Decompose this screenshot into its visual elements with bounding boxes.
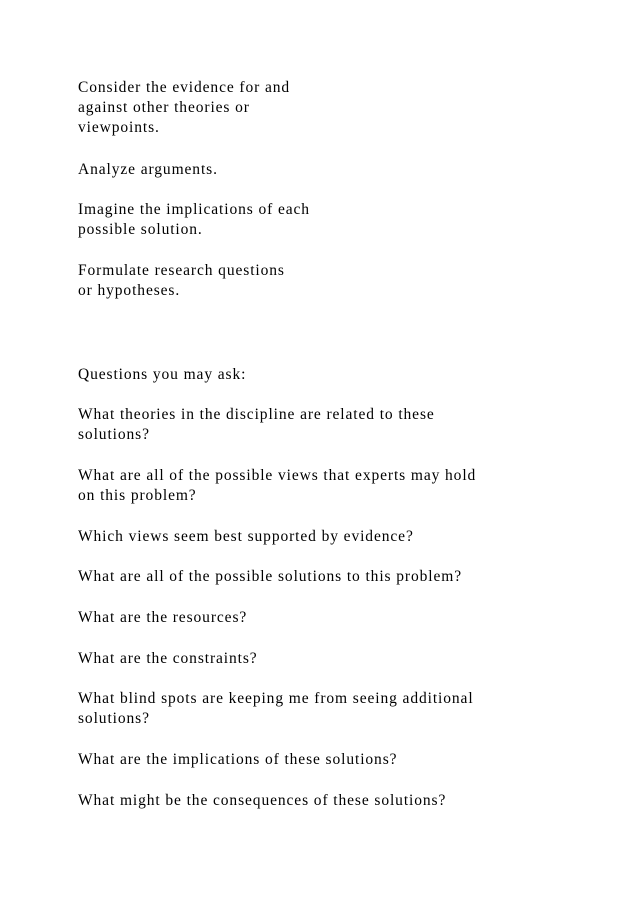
question-9-line-1: What might be the consequences of these solutions?	[78, 792, 447, 809]
step-2-line-1: Analyze arguments.	[78, 161, 218, 178]
step-1-line-1: Consider the evidence for and	[78, 79, 291, 96]
question-7-line-1: What blind spots are keeping me from seeing additional	[78, 690, 474, 707]
question-1-line-1: What theories in the discipline are related to these	[78, 406, 435, 423]
step-1-line-2: against other theories or	[78, 99, 250, 116]
step-3-line-1: Imagine the implications of each	[78, 201, 310, 218]
question-5-line-1: What are the resources?	[78, 609, 248, 626]
step-4-line-2: or hypotheses.	[78, 282, 181, 299]
question-4-line-1: What are all of the possible solutions to this problem?	[78, 568, 462, 585]
question-3-line-1: Which views seem best supported by evidence?	[78, 528, 414, 545]
questions-heading: Questions you may ask:	[78, 366, 247, 383]
question-2-line-2: on this problem?	[78, 487, 197, 504]
question-8-line-1: What are the implications of these solutions?	[78, 751, 398, 768]
step-4-line-1: Formulate research questions	[78, 262, 285, 279]
question-6-line-1: What are the constraints?	[78, 650, 258, 667]
question-2-line-1: What are all of the possible views that experts may hold	[78, 467, 477, 484]
step-3-line-2: possible solution.	[78, 221, 203, 238]
question-7-line-2: solutions?	[78, 710, 150, 727]
step-1-line-3: viewpoints.	[78, 119, 160, 136]
question-1-line-2: solutions?	[78, 426, 150, 443]
